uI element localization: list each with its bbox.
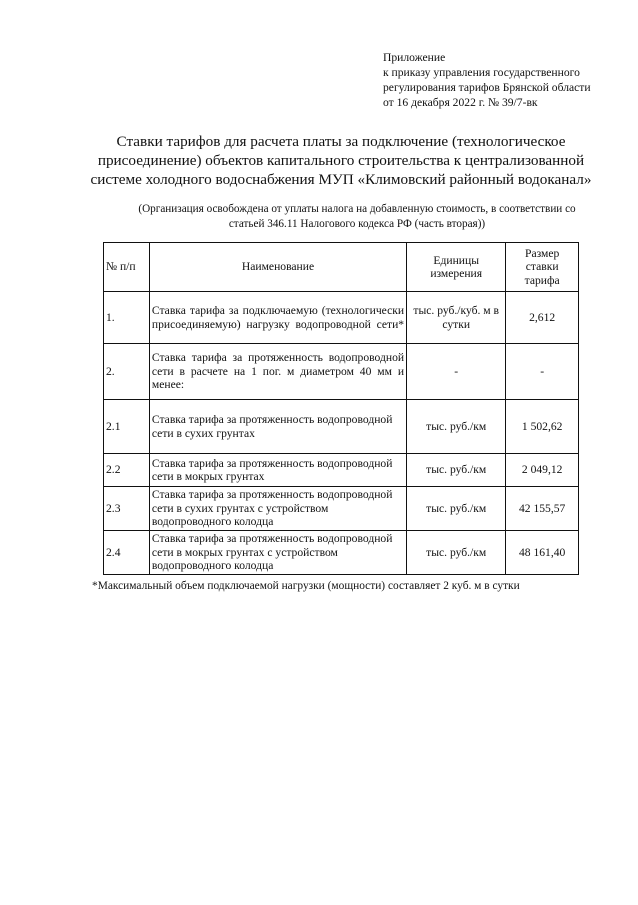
header-num: № п/п (104, 243, 150, 292)
appendix-header (383, 50, 623, 110)
tax-note (112, 202, 602, 232)
row-num: 1. (104, 292, 150, 344)
row-name: Ставка тарифа за протяженность водопроводной сети в мокрых грунтах с устройством водопроводного колодца (149, 531, 406, 575)
title-line: присоединение) объектов капитального строительства к централизованной (97, 152, 585, 169)
note-line: (Организация освобождена от уплаты налога на добавленную стоимость, в соответствии со (138, 203, 576, 215)
table-row (104, 344, 579, 400)
table-row (104, 292, 579, 344)
appendix-line: Приложение (383, 51, 446, 64)
row-value: 2,612 (506, 292, 579, 344)
appendix-line: от 16 декабря 2022 г. № 39/7-вк (383, 96, 538, 109)
header-value: Размер ставки тарифа (506, 243, 579, 292)
row-num: 2.3 (104, 487, 150, 531)
row-name: Ставка тарифа за протяженность водопроводной сети в мокрых грунтах (149, 454, 406, 487)
row-name: Ставка тарифа за протяженность водопроводной сети в сухих грунтах с устройством водопроводного колодца (149, 487, 406, 531)
document-title (80, 132, 602, 189)
footnote: *Максимальный объем подключаемой нагрузки (мощности) составляет 2 куб. м в сутки (92, 580, 520, 592)
table-row (104, 454, 579, 487)
row-value: 48 161,40 (506, 531, 579, 575)
appendix-line: регулирования тарифов Брянской области (383, 81, 591, 94)
row-num: 2. (104, 344, 150, 400)
row-name: Ставка тарифа за подключаемую (технологически присоединяемую) нагрузку водопроводной сети* (149, 292, 406, 344)
row-unit: тыс. руб./км (407, 400, 506, 454)
row-unit: тыс. руб./км (407, 454, 506, 487)
header-unit: Единицы измерения (407, 243, 506, 292)
table-row (104, 487, 579, 531)
note-line: статьей 346.11 Налогового кодекса РФ (часть вторая)) (228, 218, 486, 230)
table-row (104, 400, 579, 454)
row-unit: - (407, 344, 506, 400)
row-num: 2.2 (104, 454, 150, 487)
row-name: Ставка тарифа за протяженность водопроводной сети в расчете на 1 пог. м диаметром 40 мм и менее: (149, 344, 406, 400)
header-name: Наименование (149, 243, 406, 292)
row-value: 42 155,57 (506, 487, 579, 531)
title-line: Ставки тарифов для расчета платы за подключение (технологическое (116, 133, 566, 150)
tariff-table (103, 242, 579, 575)
row-value: 1 502,62 (506, 400, 579, 454)
table-row (104, 531, 579, 575)
title-line: системе холодного водоснабжения МУП «Климовский районный водоканал» (90, 171, 592, 188)
row-name: Ставка тарифа за протяженность водопроводной сети в сухих грунтах (149, 400, 406, 454)
row-num: 2.4 (104, 531, 150, 575)
row-value: - (506, 344, 579, 400)
table-header-row (104, 243, 579, 292)
row-unit: тыс. руб./куб. м в сутки (407, 292, 506, 344)
row-unit: тыс. руб./км (407, 487, 506, 531)
row-value: 2 049,12 (506, 454, 579, 487)
row-unit: тыс. руб./км (407, 531, 506, 575)
row-num: 2.1 (104, 400, 150, 454)
appendix-line: к приказу управления государственного (383, 66, 580, 79)
